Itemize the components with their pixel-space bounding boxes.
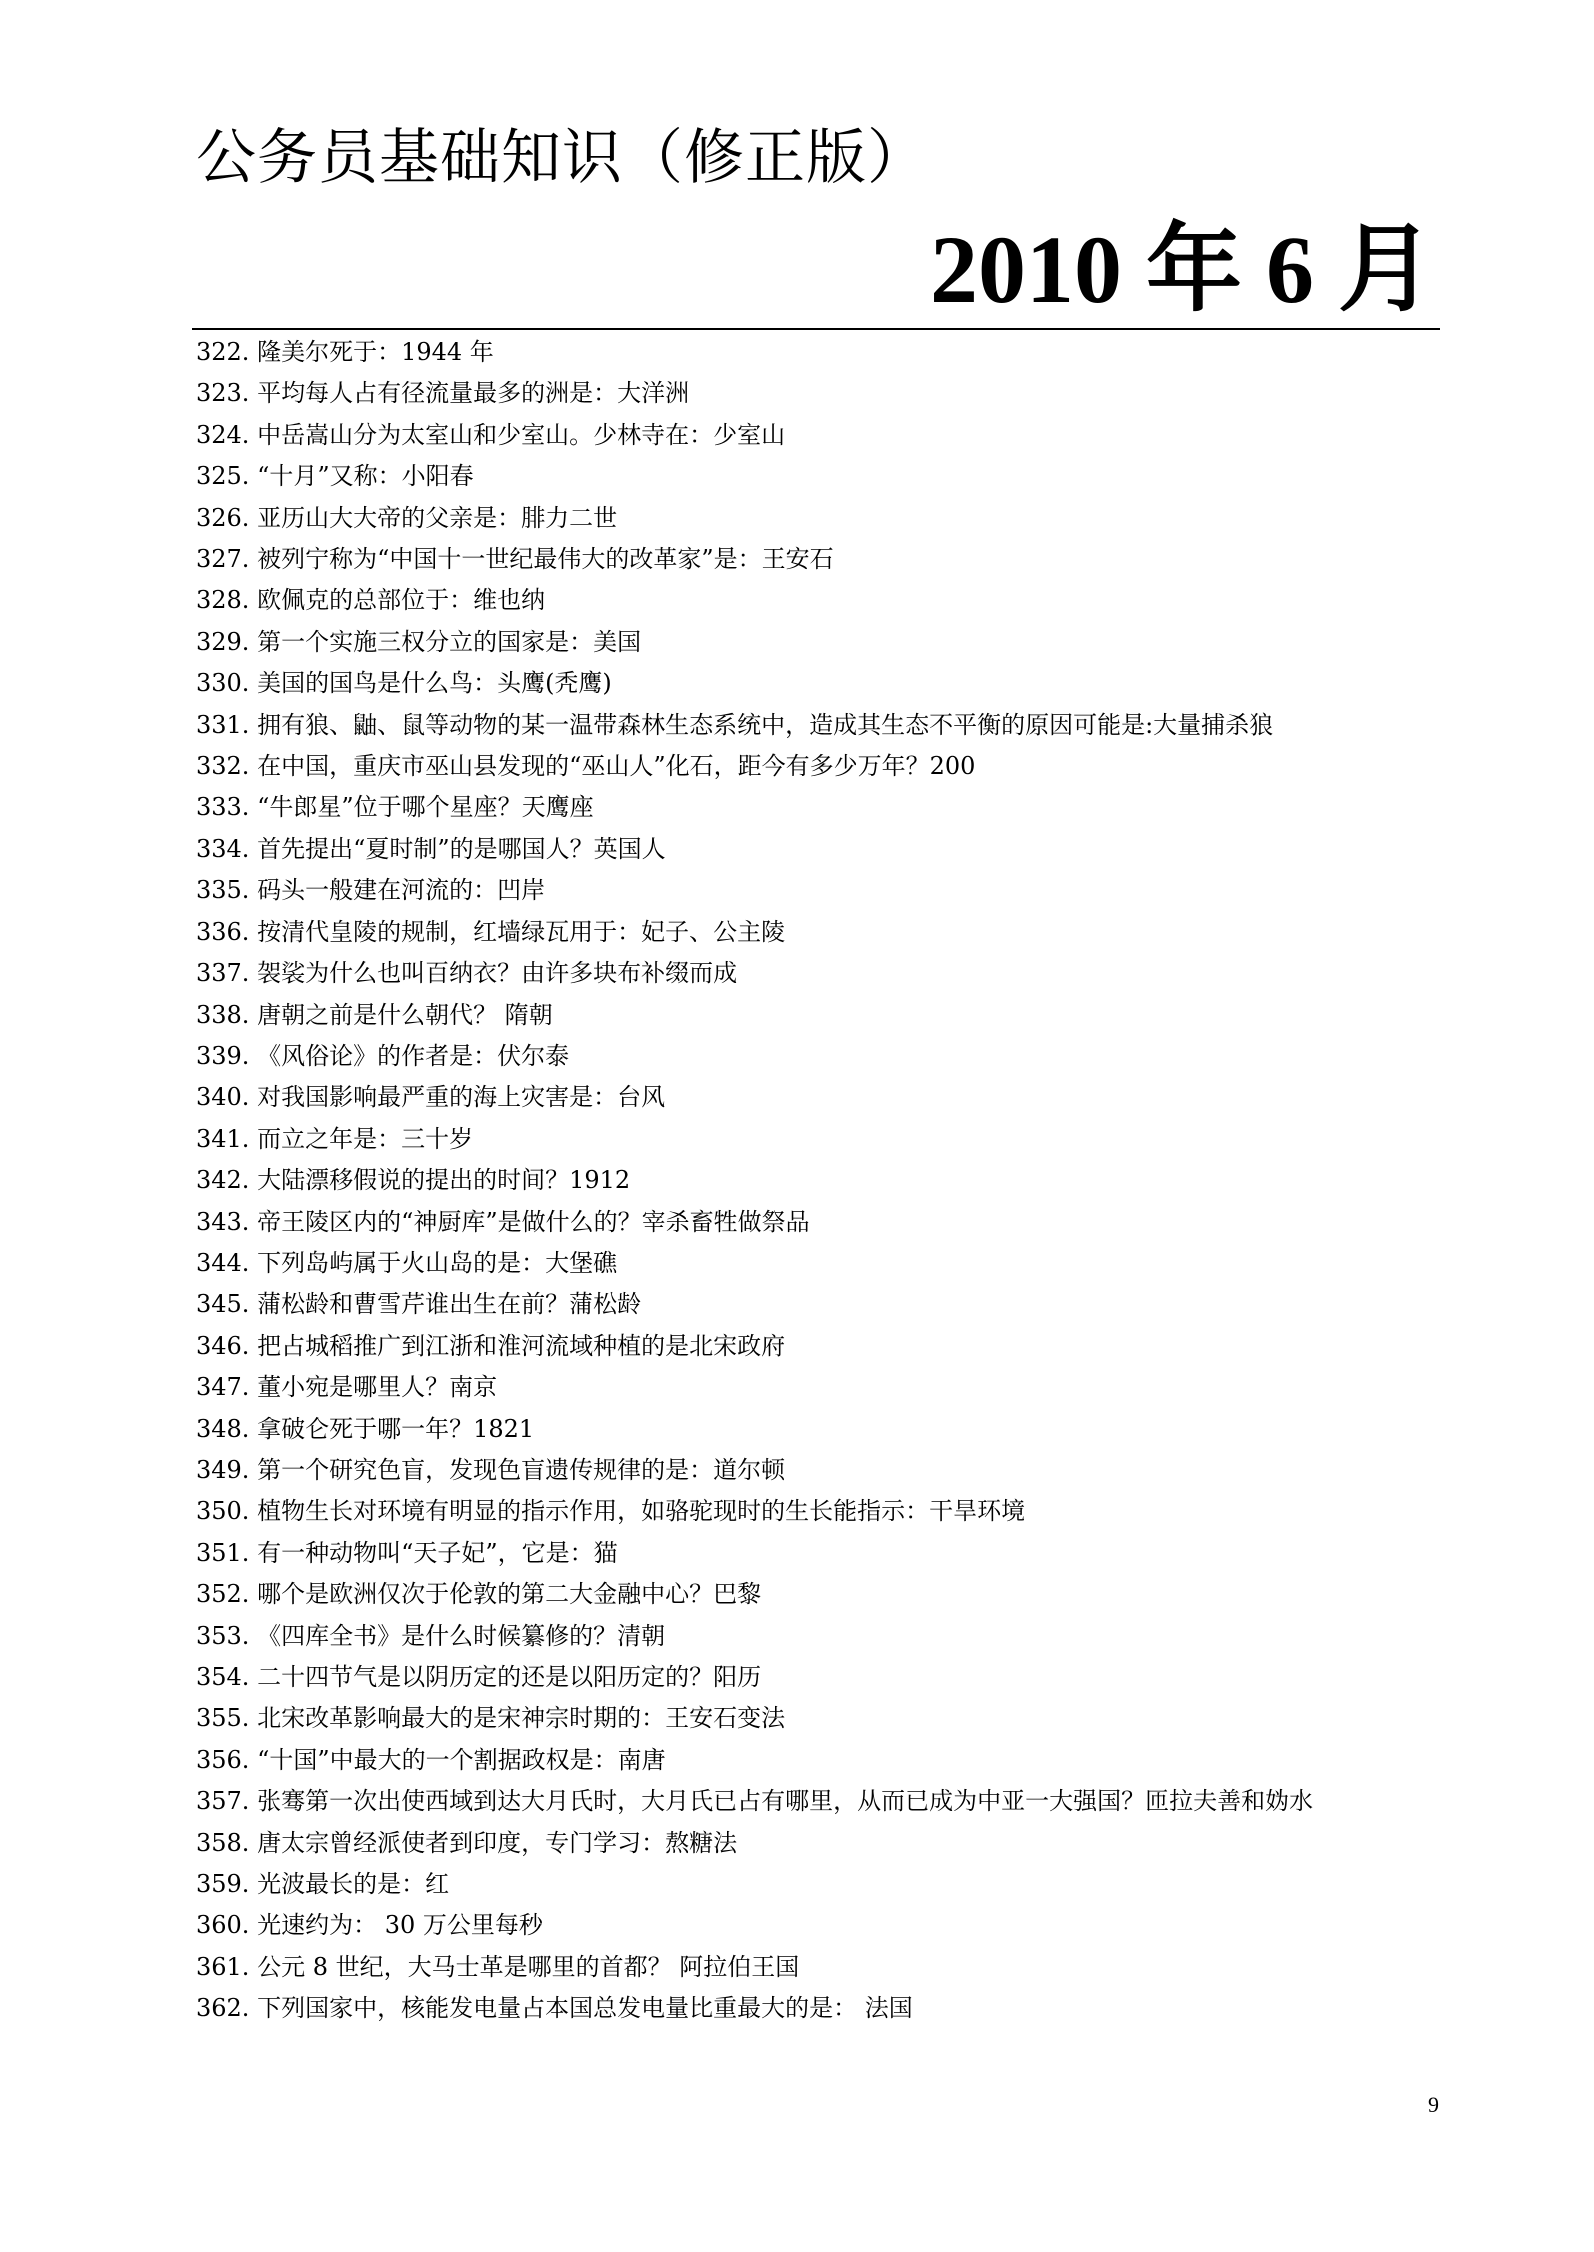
list-item: 323. 平均每人占有径流量最多的洲是：大洋洲 [196, 379, 690, 408]
list-item: 344. 下列岛屿属于火山岛的是：大堡礁 [196, 1248, 618, 1277]
list-item: 327. 被列宁称为“中国十一世纪最伟大的改革家”是：王安石 [196, 545, 834, 574]
list-item: 324. 中岳嵩山分为太室山和少室山。少林寺在：少室山 [196, 420, 786, 449]
list-item: 335. 码头一般建在河流的：凹岸 [196, 876, 546, 905]
list-item: 328. 欧佩克的总部位于：维也纳 [196, 586, 546, 615]
list-item: 350. 植物生长对环境有明显的指示作用，如骆驼现时的生长能指示：干旱环境 [196, 1497, 1026, 1526]
list-item: 343. 帝王陵区内的“神厨库”是做什么的？宰杀畜牲做祭品 [196, 1207, 810, 1236]
list-item: 339. 《风俗论》的作者是：伏尔泰 [196, 1041, 570, 1070]
list-item: 352. 哪个是欧洲仅次于伦敦的第二大金融中心？巴黎 [196, 1580, 762, 1609]
list-item: 347. 董小宛是哪里人？南京 [196, 1373, 498, 1402]
list-item: 348. 拿破仑死于哪一年？1821 [196, 1414, 535, 1443]
list-item: 332. 在中国，重庆市巫山县发现的“巫山人”化石，距今有多少万年？200 [196, 752, 976, 781]
list-item: 349. 第一个研究色盲，发现色盲遗传规律的是：道尔顿 [196, 1455, 786, 1484]
list-item: 360. 光速约为： 30 万公里每秒 [196, 1911, 543, 1940]
list-item: 356. “十国”中最大的一个割据政权是：南唐 [196, 1745, 666, 1774]
list-item: 340. 对我国影响最严重的海上灾害是：台风 [196, 1083, 666, 1112]
list-item: 359. 光波最长的是：红 [196, 1870, 450, 1899]
list-item: 337. 袈裟为什么也叫百纳衣？由许多块布补缀而成 [196, 959, 738, 988]
page-number: 9 [1428, 2092, 1439, 2117]
list-item: 361. 公元 8 世纪，大马士革是哪里的首都？ 阿拉伯王国 [196, 1952, 800, 1981]
list-item: 338. 唐朝之前是什么朝代？ 隋朝 [196, 1000, 553, 1029]
list-item: 353. 《四库全书》是什么时候纂修的？清朝 [196, 1621, 666, 1650]
question-list [196, 332, 1436, 2030]
list-item: 341. 而立之年是：三十岁 [196, 1124, 474, 1153]
list-item: 342. 大陆漂移假说的提出的时间？1912 [196, 1166, 631, 1195]
list-item: 351. 有一种动物叫“天子妃”，它是：猫 [196, 1538, 618, 1567]
list-item: 345. 蒲松龄和曹雪芹谁出生在前？蒲松龄 [196, 1290, 642, 1319]
list-item: 336. 按清代皇陵的规制，红墙绿瓦用于：妃子、公主陵 [196, 917, 786, 946]
list-item: 333. “牛郎星”位于哪个星座？天鹰座 [196, 793, 594, 822]
list-item: 326. 亚历山大大帝的父亲是：腓力二世 [196, 503, 618, 532]
list-item: 329. 第一个实施三权分立的国家是：美国 [196, 627, 642, 656]
list-item: 325. “十月”又称：小阳春 [196, 462, 474, 491]
list-item: 355. 北宋改革影响最大的是宋神宗时期的：王安石变法 [196, 1704, 786, 1733]
list-item: 354. 二十四节气是以阴历定的还是以阳历定的？阳历 [196, 1663, 762, 1691]
list-item: 346. 把占城稻推广到江浙和淮河流域种植的是北宋政府 [196, 1331, 786, 1360]
header-divider [192, 328, 1440, 330]
list-item: 322. 隆美尔死于：1944 年 [196, 338, 494, 366]
list-item: 331. 拥有狼、鼬、鼠等动物的某一温带森林生态系统中，造成其生态不平衡的原因可能是:大量捕杀狼 [196, 710, 1274, 739]
list-item: 362. 下列国家中，核能发电量占本国总发电量比重最大的是： 法国 [196, 1994, 913, 2023]
list-item: 330. 美国的国鸟是什么鸟：头鹰(秃鹰) [196, 669, 612, 698]
list-item: 357. 张骞第一次出使西域到达大月氏时，大月氏已占有哪里，从而已成为中亚一大强国？匝拉夫善和妫水 [196, 1787, 1314, 1816]
document-title: 公务员基础知识（修正版） [196, 123, 928, 193]
document-date: 2010 年 6 月 [930, 216, 1434, 323]
list-item: 334. 首先提出“夏时制”的是哪国人？英国人 [196, 834, 666, 863]
list-item: 358. 唐太宗曾经派使者到印度，专门学习：熬糖法 [196, 1828, 738, 1857]
